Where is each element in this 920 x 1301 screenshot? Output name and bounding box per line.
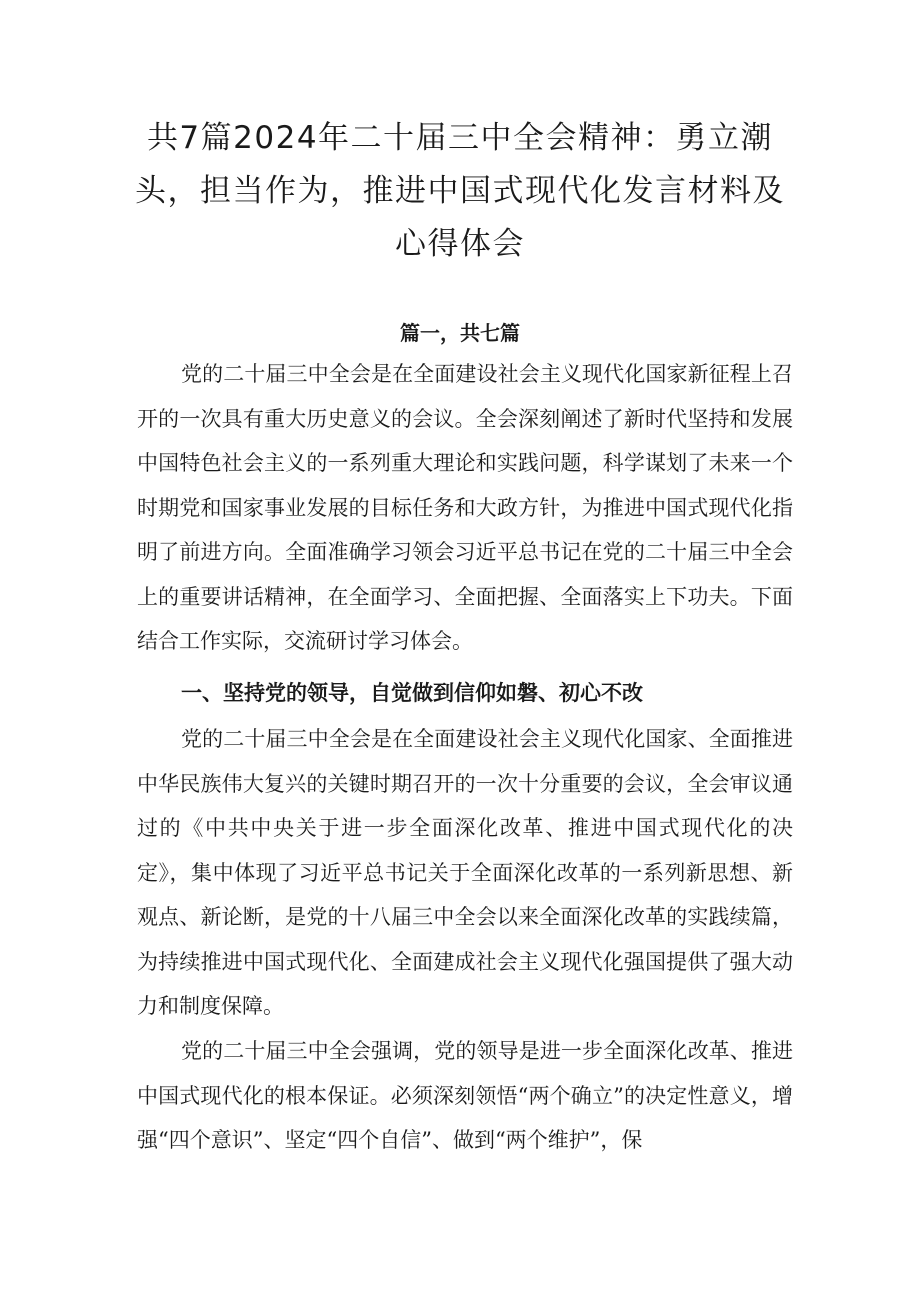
section-heading: 一、坚持党的领导，自觉做到信仰如磐、初心不改	[181, 681, 643, 705]
document-title: 共7篇2024年二十届三中全会精神：勇立潮头，担当作为，推进中国式现代化发言材料及心得体会	[135, 120, 785, 262]
paragraph-second: 党的二十届三中全会是在全面建设社会主义现代化国家、全面推进中华民族伟大复兴的关键时期召开的一次十分重要的会议，全会审议通过的《中共中央关于进一步全面深化改革、推进中国式现代化的决定》，集中体现了习近平总书记关于全面深化改革的一系列新思想、新观点、新论断，是党的十八届三中全会以来全面深化改革的实践续篇，为持续推进中国式现代化、全面建成社会主义现代化强国提供了强大动力和制度保障。	[137, 727, 793, 1018]
paragraph-third: 党的二十届三中全会强调，党的领导是进一步全面深化改革、推进中国式现代化的根本保证。必须深刻领悟“两个确立”的决定性意义，增强“四个意识”、坚定“四个自信”、做到“两个维护”，保	[137, 1039, 793, 1152]
section-label: 篇一，共七篇	[400, 321, 520, 345]
paragraph-intro: 党的二十届三中全会是在全面建设社会主义现代化国家新征程上召开的一次具有重大历史意义的会议。全会深刻阐述了新时代坚持和发展中国特色社会主义的一系列重大理论和实践问题，科学谋划了未来一个时期党和国家事业发展的目标任务和大政方针，为推进中国式现代化指明了前进方向。全面准确学习领会习近平总书记在党的二十届三中全会上的重要讲话精神，在全面学习、全面把握、全面落实上下功夫。下面结合工作实际，交流研讨学习体会。	[137, 362, 793, 653]
